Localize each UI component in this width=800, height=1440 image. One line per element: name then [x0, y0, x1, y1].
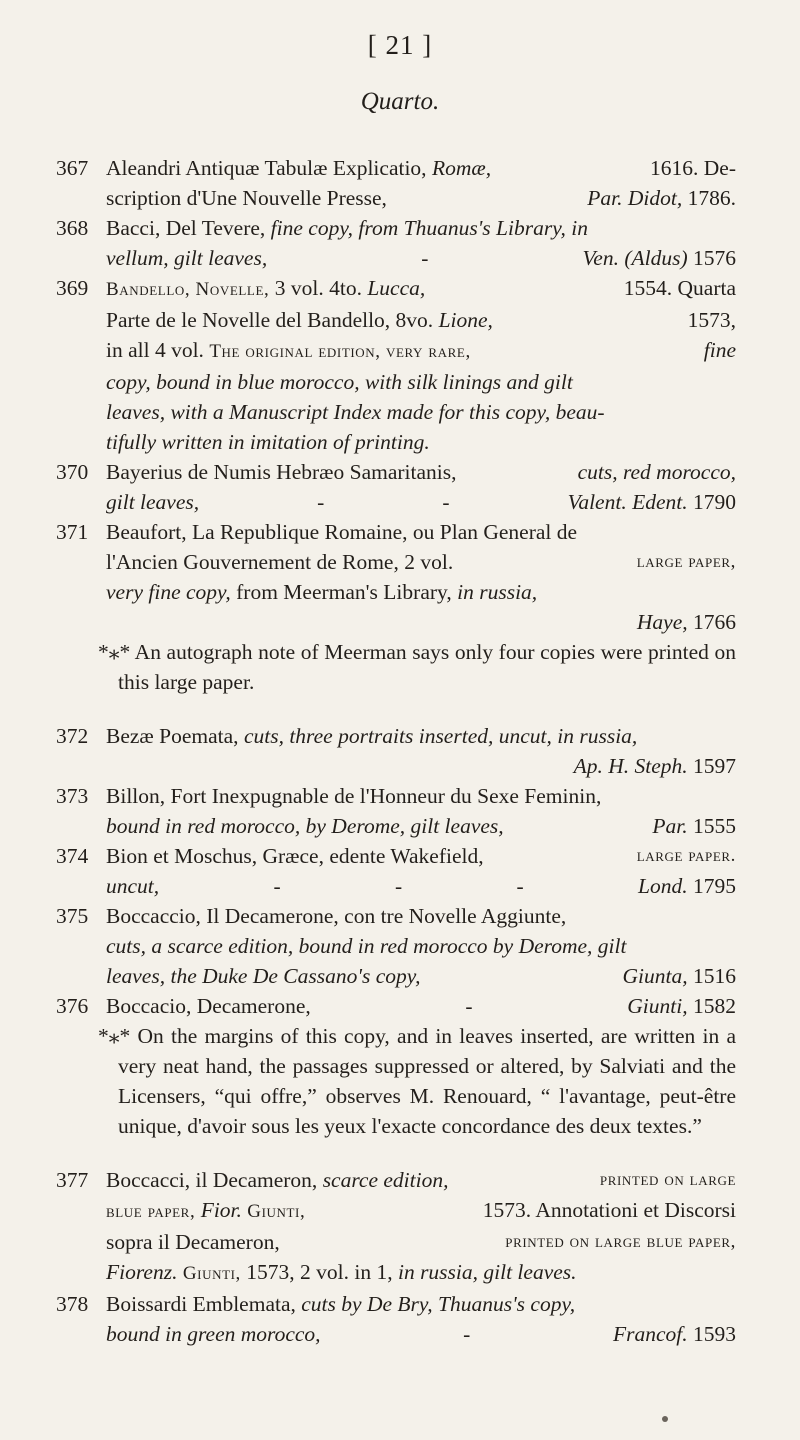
ink-spot-mark — [662, 1416, 668, 1422]
entry-number: 370 — [56, 460, 89, 484]
entry-377: 377 Boccacci, il Decameron, scarce edition, printed on large blue paper, Fior. Giunti, 1573. Annotationi et Discorsi sopra il Decameron, printed on large blue paper, Fiorenz. Giunti, 1573, 2 vol. in 1, in russia, gilt leaves. — [56, 1165, 736, 1289]
entry-372: 372 Bezæ Poemata, cuts, three portraits inserted, uncut, in russia, Ap. H. Steph. 1597 — [56, 721, 736, 781]
entry-number: 375 — [56, 904, 89, 928]
entry-375: 375 Boccaccio, Il Decamerone, con tre Novelle Aggiunte, cuts, a scarce edition, bound in red morocco by Derome, gilt leaves, the Duke De Cassano's copy, Giunta, 1516 — [56, 901, 736, 991]
entry-number: 374 — [56, 844, 89, 868]
entry-number: 378 — [56, 1292, 89, 1316]
entry-367: 367 Aleandri Antiquæ Tabulæ Explicatio, Romæ, 1616. De- scription d'Une Nouvelle Presse, Par. Didot, 1786. — [56, 153, 736, 213]
entry-number: 377 — [56, 1168, 89, 1192]
entry-376: 376 Boccacio, Decamerone, - Giunti, 1582 — [56, 991, 736, 1021]
entry-373: 373 Billon, Fort Inexpugnable de l'Honneur du Sexe Feminin, bound in red morocco, by Derome, gilt leaves, Par. 1555 — [56, 781, 736, 841]
catalogue-entries — [56, 153, 736, 1349]
entry-number: 369 — [56, 276, 89, 300]
entry-number: 376 — [56, 994, 89, 1018]
entry-378: 378 Boissardi Emblemata, cuts by De Bry, Thuanus's copy, bound in green morocco, - Francof. 1593 — [56, 1289, 736, 1349]
entry-number: 372 — [56, 724, 89, 748]
entry-370: 370 Bayerius de Numis Hebræo Samaritanis, cuts, red morocco, gilt leaves, - - Valent. Edent. 1790 — [56, 457, 736, 517]
entry-number: 373 — [56, 784, 89, 808]
page-number: [ 21 ] — [367, 30, 433, 60]
entry-369: 369 Bandello, Novelle, 3 vol. 4to. Lucca, 1554. Quarta Parte de le Novelle del Bandello, 8vo. Lione, 1573, in all 4 vol. The original edition, very rare, fine copy, bound in blue morocco, with silk linings and gilt leaves, with a Manuscript Index made for this copy, beau- tifully written in imitation of printing. — [56, 273, 736, 457]
entry-374: 374 Bion et Moschus, Græce, edente Wakefield, large paper. uncut, - - - Lond. 1795 — [56, 841, 736, 901]
entry-368: 368 Bacci, Del Tevere, fine copy, from Thuanus's Library, in vellum, gilt leaves, - Ven. (Aldus) 1576 — [56, 213, 736, 273]
entry-number: 368 — [56, 216, 89, 240]
footnote: *⁎* On the margins of this copy, and in leaves inserted, are written in a very neat hand, the passages suppressed or altered, by Salviati and the Licensers, “qui offre,” observes M. Renouard, “ l'avantage, peut-être unique, d'avoir sous les yeux l'exacte concordance des deux textes.” — [98, 1024, 736, 1138]
entry-number: 371 — [56, 520, 89, 544]
footnote: *⁎* An autograph note of Meerman says only four copies were printed on this large paper. — [98, 640, 736, 694]
entry-number: 367 — [56, 156, 89, 180]
entry-371: 371 Beaufort, La Republique Romaine, ou Plan General de l'Ancien Gouvernement de Rome, 2 vol. large paper, very fine copy, from Meerman's Library, in russia, Haye, 1766 — [56, 517, 736, 637]
section-title: Quarto. — [360, 88, 440, 115]
